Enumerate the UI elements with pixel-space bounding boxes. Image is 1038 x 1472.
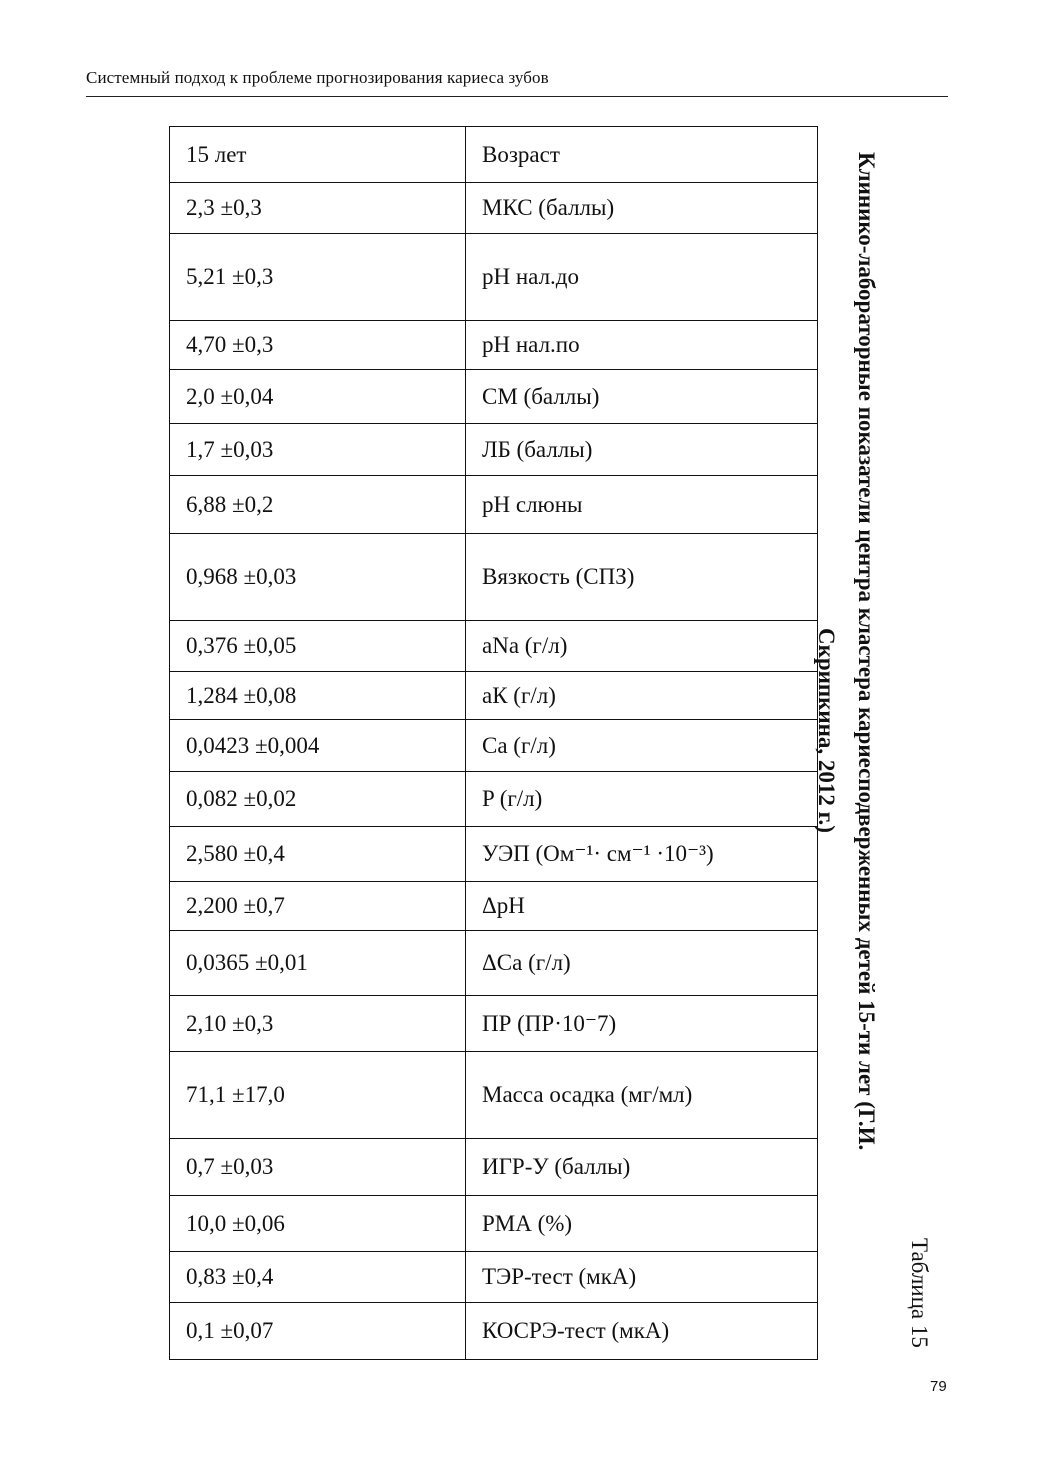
parameter-cell: ΔCa (г/л): [466, 931, 818, 996]
parameter-cell: pH нал.по: [466, 321, 818, 370]
parameter-cell: aNa (г/л): [466, 621, 818, 672]
parameter-cell: РМА (%): [466, 1196, 818, 1252]
table-row: [170, 321, 818, 370]
value-cell: 2,580 ±0,4: [170, 827, 466, 882]
parameter-cell: Вязкость (СПЗ): [466, 534, 818, 621]
table-caption: [806, 152, 886, 1382]
value-cell: 0,0365 ±0,01: [170, 931, 466, 996]
table-row: [170, 621, 818, 672]
table-row: [170, 1303, 818, 1360]
value-cell: 2,0 ±0,04: [170, 370, 466, 424]
header-rule: [86, 96, 948, 97]
parameter-cell: Масса осадка (мг/мл): [466, 1052, 818, 1139]
table-row: [170, 827, 818, 882]
running-header: Системный подход к проблеме прогнозирования кариеса зубов: [86, 68, 549, 87]
value-cell: 0,83 ±0,4: [170, 1252, 466, 1303]
value-cell: 2,200 ±0,7: [170, 882, 466, 931]
value-cell: 6,88 ±0,2: [170, 476, 466, 534]
value-cell: 0,1 ±0,07: [170, 1303, 466, 1360]
table-row: [170, 1139, 818, 1196]
header-cell-value: 15 лет: [170, 127, 466, 183]
table-row: [170, 234, 818, 321]
table-row: [170, 1196, 818, 1252]
value-cell: 0,0423 ±0,004: [170, 720, 466, 772]
table-row: [170, 183, 818, 234]
value-cell: 0,082 ±0,02: [170, 772, 466, 827]
table-row: [170, 672, 818, 720]
value-cell: 0,7 ±0,03: [170, 1139, 466, 1196]
parameter-cell: СМ (баллы): [466, 370, 818, 424]
table-row: [170, 534, 818, 621]
value-cell: 2,3 ±0,3: [170, 183, 466, 234]
value-cell: 1,284 ±0,08: [170, 672, 466, 720]
parameter-cell: P (г/л): [466, 772, 818, 827]
table-row: [170, 476, 818, 534]
parameter-cell: ΔpH: [466, 882, 818, 931]
value-cell: 4,70 ±0,3: [170, 321, 466, 370]
parameter-cell: УЭП (Ом⁻¹· см⁻¹ ·10⁻³): [466, 827, 818, 882]
table-row: [170, 996, 818, 1052]
value-cell: 1,7 ±0,03: [170, 424, 466, 476]
value-cell: 2,10 ±0,3: [170, 996, 466, 1052]
table-row: [170, 882, 818, 931]
parameter-cell: pH слюны: [466, 476, 818, 534]
parameter-cell: МКС (баллы): [466, 183, 818, 234]
table-row: [170, 772, 818, 827]
caption-line-1: Клинико-лабораторные показатели центра кластера кариесподверженных детей 15-ти лет (Г.И.: [854, 152, 879, 1151]
parameter-cell: КОСРЭ-тест (мкА): [466, 1303, 818, 1360]
value-cell: 0,376 ±0,05: [170, 621, 466, 672]
caption-line-2: Скрипкина, 2012 г.): [814, 628, 839, 833]
parameter-cell: ЛБ (баллы): [466, 424, 818, 476]
parameter-cell: ИГР-У (баллы): [466, 1139, 818, 1196]
data-table: [169, 126, 818, 1360]
header-cell-parameter: Возраст: [466, 127, 818, 183]
table-row: [170, 1252, 818, 1303]
value-cell: 71,1 ±17,0: [170, 1052, 466, 1139]
table-row: [170, 370, 818, 424]
table-header-row: [170, 127, 818, 183]
value-cell: 10,0 ±0,06: [170, 1196, 466, 1252]
parameter-cell: ПР (ПР·10⁻7): [466, 996, 818, 1052]
value-cell: 5,21 ±0,3: [170, 234, 466, 321]
value-cell: 0,968 ±0,03: [170, 534, 466, 621]
table-row: [170, 1052, 818, 1139]
parameter-cell: pH нал.до: [466, 234, 818, 321]
table-label: Таблица 15: [907, 1238, 932, 1348]
page-number: 79: [930, 1378, 947, 1395]
table-row: [170, 931, 818, 996]
parameter-cell: аК (г/л): [466, 672, 818, 720]
table-row: [170, 424, 818, 476]
parameter-cell: ТЭР-тест (мкА): [466, 1252, 818, 1303]
table-row: [170, 720, 818, 772]
parameter-cell: Ca (г/л): [466, 720, 818, 772]
